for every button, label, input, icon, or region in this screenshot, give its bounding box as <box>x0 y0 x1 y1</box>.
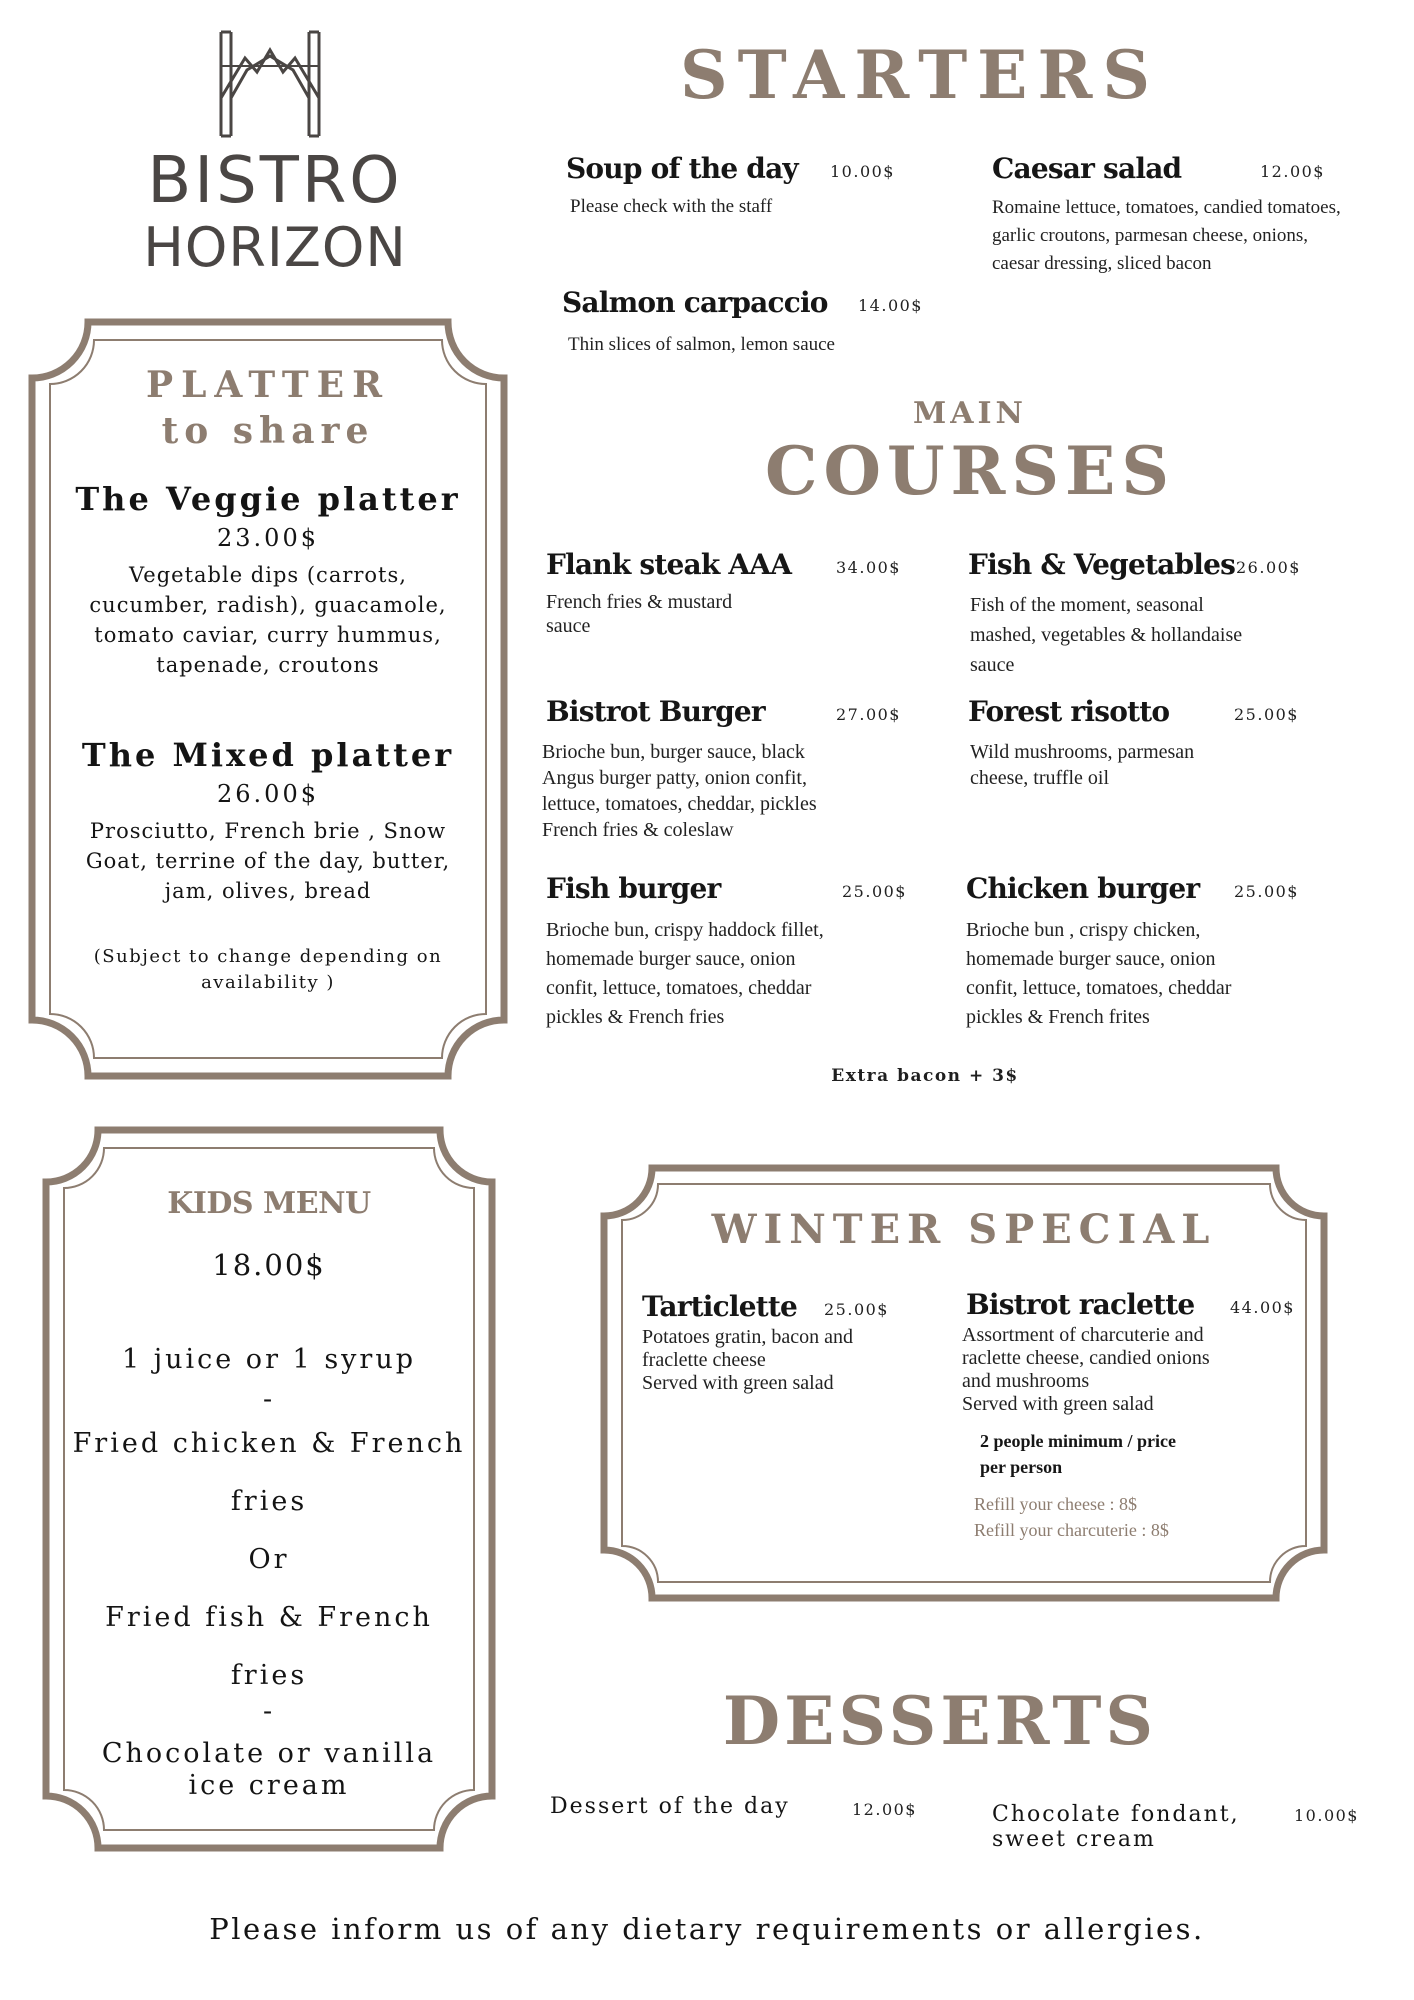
kids-menu-line: - <box>262 1696 276 1727</box>
kids-menu-line: fries <box>230 1486 308 1517</box>
platter-panel <box>28 318 508 1080</box>
platter-veggie-desc: Vegetable dips (carrots, cucumber, radish), guacamole, tomato caviar, curry hummus, tapenade, croutons <box>89 563 447 677</box>
winter-item-name: Bistrot raclette <box>966 1288 1195 1321</box>
kids-menu-line: - <box>262 1384 276 1415</box>
kids-menu-line: Fried fish & French <box>105 1602 433 1633</box>
kids-menu-price: 18.00$ <box>212 1248 326 1282</box>
winter-item-price: 44.00$ <box>1230 1298 1295 1317</box>
item-price: 34.00$ <box>836 558 901 577</box>
main-item <box>546 872 946 1032</box>
platter-mixed-desc: Prosciutto, French brie , Snow Goat, terrine of the day, butter, jam, olives, bread <box>85 819 451 903</box>
item-name: Caesar salad <box>992 152 1182 185</box>
item-name: Flank steak AAA <box>546 548 792 581</box>
kids-menu-title: KIDS MENU <box>167 1186 371 1221</box>
item-price: 25.00$ <box>1234 882 1299 901</box>
main-item <box>546 548 926 668</box>
starter-item <box>562 286 942 366</box>
desserts-title: DESSERTS <box>722 1682 1158 1760</box>
item-description: Please check with the staff <box>570 196 773 217</box>
platter-title-line2: to share <box>161 410 375 452</box>
main-courses-title-small: MAIN <box>913 396 1027 431</box>
item-name: Fish & Vegetables <box>968 548 1236 581</box>
kids-menu-line: ice cream <box>188 1770 350 1801</box>
kids-menu-line: Fried chicken & French <box>72 1428 466 1459</box>
starters-title: STARTERS <box>680 36 1160 114</box>
winter-refill-charcuterie: Refill your charcuterie : 8$ <box>974 1520 1169 1540</box>
kids-menu-line: Or <box>248 1544 290 1575</box>
item-description: Thin slices of salmon, lemon sauce <box>568 334 835 355</box>
platter-title-line1: PLATTER <box>146 364 390 406</box>
item-description: French fries & mustard sauce <box>546 591 733 637</box>
item-description: Wild mushrooms, parmesan cheese, truffle oil <box>970 741 1195 789</box>
item-price: 25.00$ <box>842 882 907 901</box>
item-price: 10.00$ <box>830 162 895 181</box>
platter-veggie-name: The Veggie platter <box>75 480 461 518</box>
main-item <box>968 548 1368 678</box>
logo <box>110 28 440 288</box>
dessert-item-name: Chocolate fondant, sweet cream <box>992 1802 1240 1852</box>
item-description: Brioche bun, burger sauce, black Angus burger patty, onion confit, lettuce, tomatoes, cheddar, pickles French fries & coleslaw <box>542 741 817 841</box>
kids-menu-panel <box>42 1126 496 1852</box>
kids-menu-line: Chocolate or vanilla <box>101 1738 437 1769</box>
logo-mark-icon <box>217 28 323 140</box>
starter-item <box>566 152 926 232</box>
item-name: Salmon carpaccio <box>562 286 828 319</box>
winter-item-name: Tarticlette <box>642 1290 798 1323</box>
winter-special-title: WINTER SPECIAL <box>711 1206 1217 1253</box>
brand-name-line1: BISTRO <box>147 144 403 218</box>
item-name: Forest risotto <box>968 695 1170 728</box>
platter-mixed-name: The Mixed platter <box>81 736 455 774</box>
item-price: 12.00$ <box>1260 162 1325 181</box>
item-name: Bistrot Burger <box>546 695 765 728</box>
winter-item-description: Assortment of charcuterie and raclette cheese, candied onions and mushrooms Served with green salad <box>962 1324 1210 1415</box>
item-name: Soup of the day <box>566 152 798 185</box>
item-price: 25.00$ <box>1234 705 1299 724</box>
item-description: Fish of the moment, seasonal mashed, vegetables & hollandaise sauce <box>970 594 1243 676</box>
kids-menu-line: 1 juice or 1 syrup <box>121 1344 417 1375</box>
kids-menu-line: fries <box>230 1660 308 1691</box>
item-price: 14.00$ <box>858 296 923 315</box>
main-item <box>542 695 942 845</box>
platter-mixed-price: 26.00$ <box>217 780 319 808</box>
dessert-item-price: 10.00$ <box>1294 1806 1359 1825</box>
main-item <box>968 695 1348 795</box>
item-description: Brioche bun, crispy haddock fillet, homemade burger sauce, onion confit, lettuce, tomatoes, cheddar pickles & French fries <box>546 919 824 1028</box>
dietary-notice: Please inform us of any dietary requirements or allergies. <box>209 1912 1205 1946</box>
item-price: 27.00$ <box>836 705 901 724</box>
winter-minimum-note: 2 people minimum / price per person <box>980 1431 1176 1477</box>
main-courses-title: COURSES <box>764 432 1176 510</box>
main-item <box>966 872 1366 1032</box>
item-description: Romaine lettuce, tomatoes, candied tomatoes, garlic croutons, parmesan cheese, onions, caesar dressing, sliced bacon <box>992 197 1341 274</box>
starter-item <box>992 152 1402 272</box>
dessert-item-price: 12.00$ <box>852 1800 917 1819</box>
winter-item-price: 25.00$ <box>824 1300 889 1319</box>
item-description: Brioche bun , crispy chicken, homemade burger sauce, onion confit, lettuce, tomatoes, cheddar pickles & French frites <box>966 919 1232 1028</box>
winter-refill-cheese: Refill your cheese : 8$ <box>974 1494 1137 1514</box>
winter-item-description: Potatoes gratin, bacon and fraclette cheese Served with green salad <box>642 1326 854 1394</box>
winter-special-panel <box>600 1164 1328 1602</box>
extra-bacon-note: Extra bacon + 3$ <box>831 1066 1019 1086</box>
brand-name-line2: HORIZON <box>143 216 407 279</box>
item-name: Fish burger <box>546 872 721 905</box>
platter-veggie-price: 23.00$ <box>217 524 319 552</box>
item-price: 26.00$ <box>1236 558 1301 577</box>
platter-note: (Subject to change depending on availability ) <box>93 946 443 993</box>
item-name: Chicken burger <box>966 872 1200 905</box>
dessert-item-name: Dessert of the day <box>550 1794 790 1819</box>
